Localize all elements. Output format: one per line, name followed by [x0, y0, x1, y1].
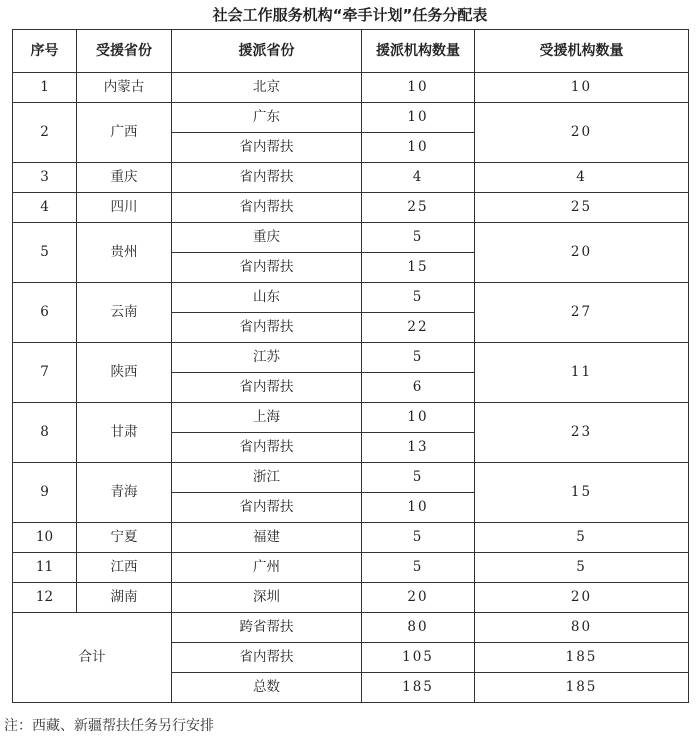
cell-send-count: 13: [362, 433, 475, 463]
cell-index: 4: [13, 193, 77, 223]
total-recv-count: 80: [475, 613, 689, 643]
cell-send-count: 6: [362, 373, 475, 403]
cell-send-count: 10: [362, 73, 475, 103]
table-row: [13, 583, 689, 613]
total-recv-count: 185: [475, 673, 689, 703]
table-title: 社会工作服务机构“牵手计划”任务分配表: [212, 6, 488, 24]
cell-recv-province: 甘肃: [77, 403, 172, 463]
cell-send-province: 北京: [172, 73, 362, 103]
cell-send-count: 5: [362, 343, 475, 373]
cell-send-count: 10: [362, 493, 475, 523]
cell-send-count: 5: [362, 463, 475, 493]
cell-send-province: 省内帮扶: [172, 373, 362, 403]
cell-recv-count: 27: [475, 283, 689, 343]
cell-send-count: 10: [362, 133, 475, 163]
cell-recv-count: 5: [475, 553, 689, 583]
cell-send-province: 上海: [172, 403, 362, 433]
cell-send-province: 福建: [172, 523, 362, 553]
total-label: 合计: [13, 613, 172, 703]
total-send-category: 总数: [172, 673, 362, 703]
cell-recv-count: 23: [475, 403, 689, 463]
total-send-category: 省内帮扶: [172, 643, 362, 673]
total-send-count: 185: [362, 673, 475, 703]
table-body: [13, 73, 689, 703]
cell-send-province: 省内帮扶: [172, 163, 362, 193]
cell-send-count: 25: [362, 193, 475, 223]
cell-send-province: 省内帮扶: [172, 313, 362, 343]
table-row: [13, 193, 689, 223]
header-row: [13, 30, 689, 73]
cell-recv-count: 11: [475, 343, 689, 403]
cell-send-province: 深圳: [172, 583, 362, 613]
cell-recv-count: 5: [475, 523, 689, 553]
cell-recv-province: 青海: [77, 463, 172, 523]
cell-recv-province: 四川: [77, 193, 172, 223]
cell-recv-count: 20: [475, 583, 689, 613]
cell-recv-province: 贵州: [77, 223, 172, 283]
cell-index: 5: [13, 223, 77, 283]
table-row: [13, 523, 689, 553]
cell-send-count: 5: [362, 223, 475, 253]
cell-index: 11: [13, 553, 77, 583]
cell-send-province: 省内帮扶: [172, 253, 362, 283]
table-row: [13, 553, 689, 583]
cell-send-count: 10: [362, 403, 475, 433]
cell-recv-province: 重庆: [77, 163, 172, 193]
total-recv-count: 185: [475, 643, 689, 673]
cell-send-count: 15: [362, 253, 475, 283]
cell-index: 7: [13, 343, 77, 403]
total-send-category: 跨省帮扶: [172, 613, 362, 643]
cell-recv-province: 广西: [77, 103, 172, 163]
table-row: [13, 163, 689, 193]
cell-recv-province: 江西: [77, 553, 172, 583]
cell-send-province: 省内帮扶: [172, 493, 362, 523]
cell-recv-province: 宁夏: [77, 523, 172, 553]
cell-index: 6: [13, 283, 77, 343]
cell-recv-count: 4: [475, 163, 689, 193]
table-row: [13, 223, 689, 253]
table-row: [13, 283, 689, 313]
cell-recv-count: 25: [475, 193, 689, 223]
total-send-count: 80: [362, 613, 475, 643]
cell-send-province: 省内帮扶: [172, 133, 362, 163]
cell-send-province: 江苏: [172, 343, 362, 373]
cell-send-count: 5: [362, 283, 475, 313]
cell-recv-count: 20: [475, 103, 689, 163]
cell-send-province: 广东: [172, 103, 362, 133]
cell-index: 3: [13, 163, 77, 193]
cell-recv-count: 10: [475, 73, 689, 103]
cell-send-province: 重庆: [172, 223, 362, 253]
cell-send-count: 10: [362, 103, 475, 133]
header-send-count: 援派机构数量: [362, 30, 475, 73]
cell-send-count: 5: [362, 523, 475, 553]
cell-index: 9: [13, 463, 77, 523]
table-row: [13, 463, 689, 493]
cell-send-province: 省内帮扶: [172, 193, 362, 223]
cell-index: 8: [13, 403, 77, 463]
cell-send-count: 5: [362, 553, 475, 583]
cell-recv-province: 陕西: [77, 343, 172, 403]
cell-send-count: 20: [362, 583, 475, 613]
cell-send-province: 浙江: [172, 463, 362, 493]
table-row: [13, 73, 689, 103]
table-row: [13, 403, 689, 433]
task-allocation-table: [12, 29, 689, 703]
cell-recv-province: 内蒙古: [77, 73, 172, 103]
header-index: 序号: [13, 30, 77, 73]
header-recv-count: 受援机构数量: [475, 30, 689, 73]
cell-index: 1: [13, 73, 77, 103]
cell-index: 2: [13, 103, 77, 163]
cell-index: 10: [13, 523, 77, 553]
cell-send-province: 广州: [172, 553, 362, 583]
header-send-province: 援派省份: [172, 30, 362, 73]
total-send-count: 105: [362, 643, 475, 673]
cell-recv-count: 20: [475, 223, 689, 283]
footnote: 注：西藏、新疆帮扶任务另行安排: [4, 718, 214, 734]
cell-recv-province: 湖南: [77, 583, 172, 613]
cell-recv-count: 15: [475, 463, 689, 523]
table-row: [13, 103, 689, 133]
header-recv-province: 受援省份: [77, 30, 172, 73]
cell-send-province: 省内帮扶: [172, 433, 362, 463]
cell-send-province: 山东: [172, 283, 362, 313]
cell-send-count: 4: [362, 163, 475, 193]
cell-recv-province: 云南: [77, 283, 172, 343]
total-row: [13, 613, 689, 643]
table-row: [13, 343, 689, 373]
cell-send-count: 22: [362, 313, 475, 343]
cell-index: 12: [13, 583, 77, 613]
